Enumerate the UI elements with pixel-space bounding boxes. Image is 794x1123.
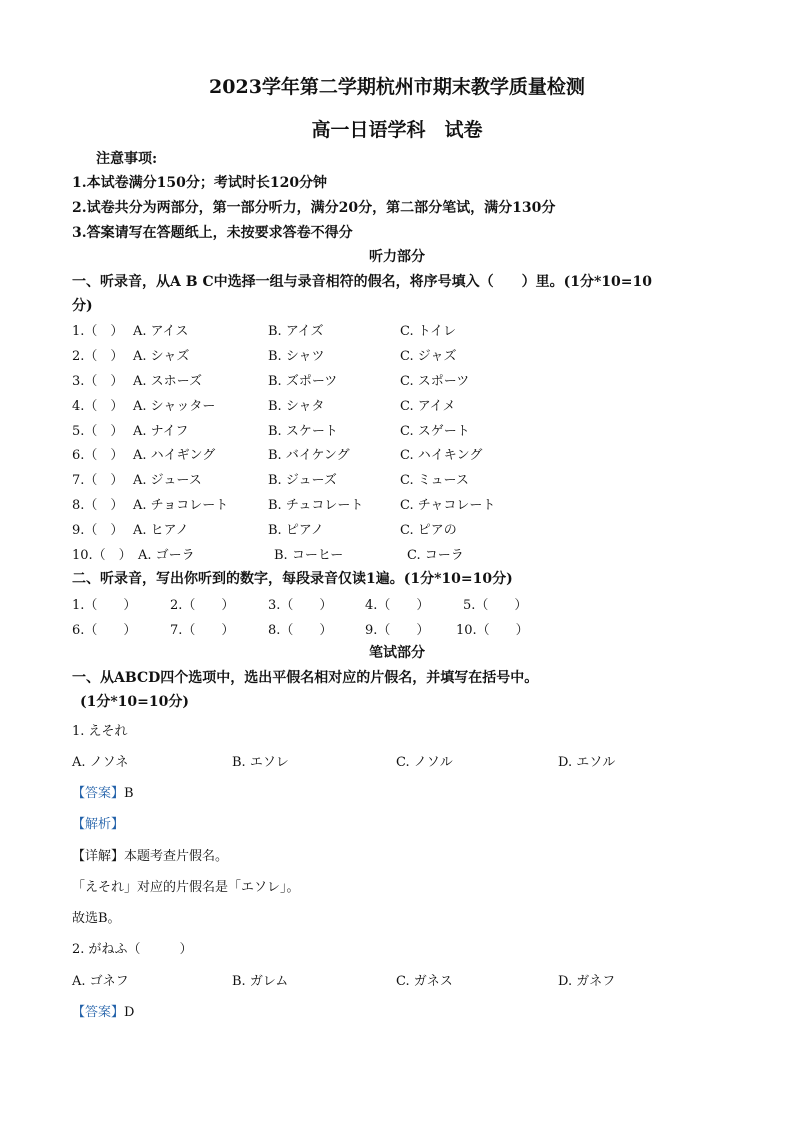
listening-part1-instruction: 一、听录音，从A B C中选择一组与录音相符的假名，将序号填入（ ）里。(1分*10=10 — [72, 274, 652, 290]
option-b: B. チュコレート — [268, 498, 364, 513]
option-b: B. ジューズ — [268, 473, 337, 488]
question-1-analysis — [72, 813, 124, 832]
option-a: A. ハイギング — [133, 448, 216, 463]
option-b: B. ピアノ — [268, 523, 324, 538]
question-1-stem: 1. えそれ — [72, 724, 128, 739]
written-part1-instruction-cont: (1分*10=10分) — [80, 694, 190, 710]
question-2-stem: 2. がねふ（ ） — [72, 942, 193, 957]
option-c: C. ノソル — [396, 755, 453, 770]
written-part1-instruction: 一、从ABCD四个选项中，选出平假名相对应的片假名，并填写在括号中。 — [72, 670, 539, 686]
listening-part2-instruction: 二、听录音，写出你听到的数字，每段录音仅读1遍。(1分*10=10分) — [72, 571, 513, 587]
number-blank: 7.（ ） — [170, 623, 235, 638]
number-blank: 3.（ ） — [268, 598, 333, 613]
item-number: 3.（ ） — [72, 374, 124, 389]
option-c: C. ガネス — [396, 974, 453, 989]
item-number: 7.（ ） — [72, 473, 124, 488]
option-b: B. バイケング — [268, 448, 350, 463]
option-b: B. シャタ — [268, 399, 325, 414]
item-number: 10.（ ） — [72, 548, 132, 563]
answer-value: D — [124, 1005, 135, 1020]
option-a: A. ゴネフ — [72, 974, 129, 989]
option-b: B. アイズ — [268, 324, 324, 339]
answer-value: B — [124, 786, 134, 801]
option-c: C. アイメ — [400, 399, 456, 414]
option-b: B. ガレム — [232, 974, 289, 989]
item-number: 2.（ ） — [72, 349, 124, 364]
option-a: A. アイス — [133, 324, 189, 339]
option-a: A. シャッター — [133, 399, 216, 414]
detail-text: 本题考查片假名。 — [124, 849, 229, 864]
number-blank: 10.（ ） — [456, 623, 529, 638]
notice-heading: 注意事项: — [96, 151, 158, 167]
number-blank: 9.（ ） — [365, 623, 430, 638]
number-blank: 4.（ ） — [365, 598, 430, 613]
option-d: D. エソル — [558, 755, 616, 770]
option-b: B. コーヒー — [274, 548, 344, 563]
number-blank: 8.（ ） — [268, 623, 333, 638]
question-1-detail — [72, 845, 228, 864]
page-subtitle: 高一日语学科 试卷 — [311, 119, 483, 141]
listening-part1-instruction-cont: 分) — [72, 298, 93, 314]
option-b: B. スケート — [268, 424, 338, 439]
question-1-explanation: 「えそれ」对应的片假名是「エソレ」。 — [72, 880, 300, 895]
option-b: B. ズポーツ — [268, 374, 338, 389]
option-c: C. スゲート — [400, 424, 470, 439]
item-number: 8.（ ） — [72, 498, 124, 513]
listening-heading: 听力部分 — [369, 249, 425, 265]
option-c: C. ハイキング — [400, 448, 483, 463]
option-c: C. トイレ — [400, 324, 457, 339]
written-heading: 笔试部分 — [369, 645, 425, 661]
analysis-tag: 【解析】 — [72, 817, 125, 832]
item-number: 6.（ ） — [72, 448, 124, 463]
item-number: 1.（ ） — [72, 324, 124, 339]
detail-tag: 【详解】 — [72, 849, 125, 864]
number-blank: 6.（ ） — [72, 623, 137, 638]
question-1-conclusion: 故选B。 — [72, 911, 121, 926]
answer-tag: 【答案】 — [72, 786, 125, 801]
number-blank: 2.（ ） — [170, 598, 235, 613]
number-blank: 1.（ ） — [72, 598, 137, 613]
option-c: C. ミュース — [400, 473, 469, 488]
option-c: C. コーラ — [407, 548, 464, 563]
option-b: B. エソレ — [232, 755, 289, 770]
page-title: 2023学年第二学期杭州市期末教学质量检测 — [209, 76, 585, 98]
option-b: B. シャツ — [268, 349, 325, 364]
answer-tag: 【答案】 — [72, 1005, 125, 1020]
number-blank: 5.（ ） — [463, 598, 528, 613]
item-number: 4.（ ） — [72, 399, 124, 414]
option-a: A. ナイフ — [133, 424, 189, 439]
option-a: A. チョコレート — [133, 498, 229, 513]
question-1-answer — [72, 782, 134, 801]
option-c: C. ジャズ — [400, 349, 457, 364]
option-a: A. ゴーラ — [138, 548, 195, 563]
option-a: A. ノソネ — [72, 755, 129, 770]
option-a: A. シャズ — [133, 349, 190, 364]
notice-item: 1.本试卷满分150分；考试时长120分钟 — [72, 175, 328, 191]
option-c: C. スポーツ — [400, 374, 470, 389]
option-c: C. ピアの — [400, 523, 457, 538]
option-a: A. ジュース — [133, 473, 202, 488]
item-number: 9.（ ） — [72, 523, 124, 538]
notice-item: 3.答案请写在答题纸上，未按要求答卷不得分 — [72, 225, 353, 241]
option-d: D. ガネフ — [558, 974, 616, 989]
question-2-answer — [72, 1001, 134, 1020]
option-a: A. ヒアノ — [133, 523, 189, 538]
option-a: A. スホーズ — [133, 374, 203, 389]
notice-item: 2.试卷共分为两部分，第一部分听力，满分20分，第二部分笔试，满分130分 — [72, 200, 556, 216]
option-c: C. チャコレート — [400, 498, 496, 513]
item-number: 5.（ ） — [72, 424, 124, 439]
